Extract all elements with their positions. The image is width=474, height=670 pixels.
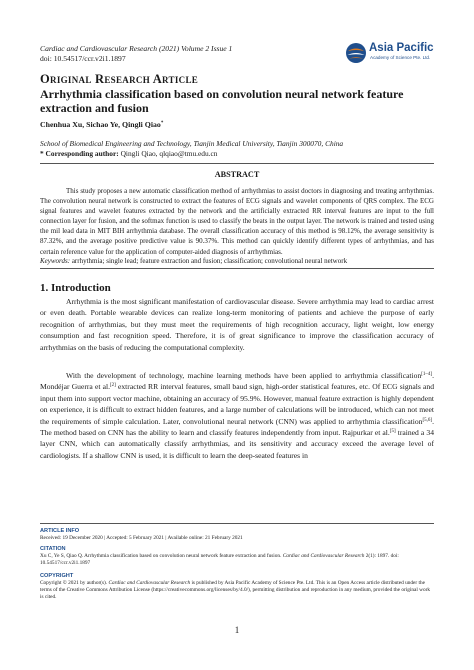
page-number: 1 <box>234 625 240 635</box>
paragraph-text: . The method based on CNN has the ability to learn and classify features independently from input. Rajpurkar et al. <box>40 416 434 438</box>
section-heading: 1. Introduction <box>40 282 111 294</box>
citation-ref: [5,6] <box>422 417 433 423</box>
divider <box>40 268 434 269</box>
citation-text <box>40 553 434 567</box>
citation-ref: [1–4] <box>421 372 433 377</box>
authors <box>40 120 163 130</box>
citation-ref: [5] <box>389 429 396 435</box>
article-info <box>40 528 434 542</box>
author-names: Chenhua Xu, Sichao Ye, Qingli Qiao <box>40 120 161 129</box>
divider <box>40 523 434 524</box>
globe-icon <box>345 42 367 64</box>
affiliation: School of Biomedical Engineering and Technology, Tianjin Medical University, Tianjin 300070, China <box>40 139 344 148</box>
publisher-logo <box>345 40 437 68</box>
copyright <box>40 573 434 601</box>
citation-text-part: Xu C, Ye S, Qiao Q. Arrhythmia classification based on convolution neural network feature extraction and fusion. <box>40 553 283 559</box>
paragraph-text: . Mondéjar Guerra et al. <box>40 371 434 392</box>
paragraph-text: With the development of technology, machine learning methods have been applied to arrhythmia classification <box>66 371 422 380</box>
copyright-label: COPYRIGHT <box>40 573 74 579</box>
doi: doi: 10.54517/ccr.v2i1.1897 <box>40 54 126 63</box>
citation <box>40 546 434 567</box>
paragraph-text: trained a 34 layer CNN, which can automatically classify arrhythmias, and its sensitivity and accuracy exceed the average level of cardiologists. If a shallow CNN is used, it is difficult to learn the deep-seated features in <box>40 428 434 460</box>
corresponding-mark: * <box>160 121 164 126</box>
citation-journal: Cardiac and Cardiovascular Research <box>282 553 365 559</box>
keywords-label: Keywords: <box>40 257 71 265</box>
copyright-journal: Cardiac and Cardiovascular Research <box>108 580 191 586</box>
logo-subtitle: Academy of Science Pte. Ltd. <box>370 55 431 60</box>
copyright-text-part: Copyright © 2021 by author(s). <box>40 580 109 586</box>
paragraph-text: extracted RR interval features, small baud sign, high-order statistical features, etc. Of ECG signals and input them into support vector machine, obtaining an accuracy of 95.9%. However, manual feature extraction is highly dependent on experience, it is difficult to extract hidden features, and a large number of calculations will be introduced, which can not meet the requirements of simple calculation. Later, convolutional neural network (CNN) was applied to arrhythmia classification <box>40 382 435 426</box>
abstract-heading: ABSTRACT <box>214 170 260 179</box>
logo-name: Asia Pacific <box>369 42 434 54</box>
keywords <box>40 256 434 266</box>
copyright-text-part: is published by Asia Pacific Academy of Science Pte. Ltd. This is an Open Access article distributed under the terms of the Creative Commons Attribution License (https://creativecommons.org/licenses/by/4.0/), permitting distribution and reproduction in any medium, provided the original work is cited. <box>40 580 431 600</box>
divider <box>40 163 434 164</box>
corresponding-author <box>40 149 218 159</box>
paragraph: Arrhythmia is the most significant manifestation of cardiovascular disease. Severe arrhythmia may lead to cardiac arrest or even death. Portable wearable devices can realize long-term monitoring of patients and achieve the purpose of early recognition of arrhythmias, but they must meet the requirements of high recognition accuracy, light weight, low energy consumption and fast recognition speed. Therefore, it is of great significance to improve the classification accuracy of arrhythmias on the basis of reducing the computational complexity. <box>40 297 434 352</box>
corresponding-value: Qingli Qiao, qlqiao@tmu.edu.cn <box>120 149 218 158</box>
article-type: Original Research Article <box>40 72 199 86</box>
citation-ref: [2] <box>110 383 116 389</box>
citation-text-part: 2(1): 1897. doi: 10.54517/ccr.v2i1.1897 <box>40 553 399 566</box>
citation-label: CITATION <box>40 546 66 552</box>
paragraph <box>40 370 434 461</box>
keywords-list: arrhythmia; single lead; feature extraction and fusion; classification; convolutional neural network <box>71 257 348 265</box>
abstract-body: This study proposes a new automatic classification method of arrhythmias to assist doctors in diagnosing and treating arrhythmias. The convolution neural network is constructed to extract the features of ECG signals and wavelet components of QRS complex. The ECG signal features and wavelet features extracted by the network and the artificially extracted RR interval features are input to the full connection layer for fusion, and the softmax function is used to classify the beats in the output layer. The network is trained and tested using the mil lead data in MIT BIH arrhythmia database. The overall classification accuracy of this method is 98.12%, the average sensitivity is 87.32%, and the average positive predictive value is 90.37%. This method can quickly identify different types of arrhythmias, and has certain reference value for the application of computer-aided diagnosis of arrhythmias. <box>40 187 434 256</box>
paper-title: Arrhythmia classification based on convolution neural network feature extraction and fusion <box>40 87 404 115</box>
article-info-text: Received: 19 December 2020 | Accepted: 5 February 2021 | Available online: 21 February 2021 <box>40 535 243 541</box>
copyright-text <box>40 580 434 601</box>
corresponding-label: * Corresponding author: <box>40 149 119 158</box>
journal-name: Cardiac and Cardiovascular Research (2021) Volume 2 Issue 1 <box>40 44 233 53</box>
article-info-label: ARTICLE INFO <box>40 528 80 534</box>
